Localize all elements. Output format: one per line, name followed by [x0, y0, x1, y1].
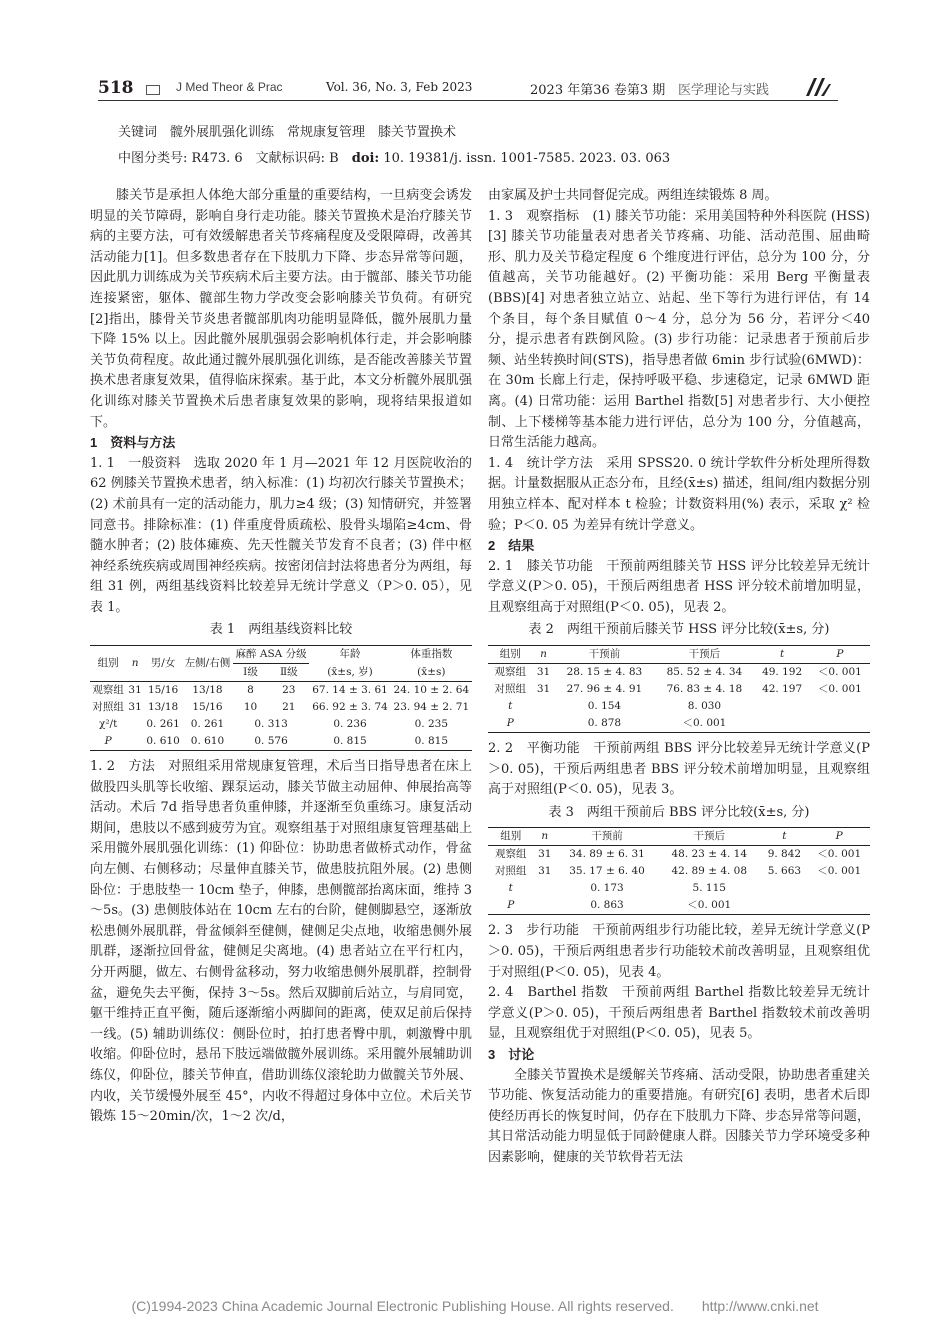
section-heading-methods: 1 资料与方法: [90, 435, 176, 451]
t1-h-sex: 男/女: [144, 646, 182, 682]
column-header: n: [533, 646, 555, 664]
t1-h-side: 左侧/右侧: [182, 646, 233, 682]
table-row: [488, 681, 870, 698]
cell: χ²/t: [98, 718, 118, 731]
table-row: [90, 699, 472, 716]
cell: [760, 897, 808, 915]
cell: 76. 83 ± 4. 18: [666, 683, 743, 696]
t1-h-asa: 麻醉 ASA 分级: [233, 646, 310, 664]
t1-h-asa1: Ⅰ级: [233, 664, 268, 682]
barthel-paragraph: 2. 4 Barthel 指数 干预前两组 Barthel 指数比较差异无统计学意义(P＞0. 05)，干预后两组患者 Barthel 指数较术前改善明显，且观察组优于对照组(P＜0. 05)，见表 5。: [488, 985, 870, 1042]
cell: 31: [536, 666, 551, 679]
cell: 观察组: [92, 684, 124, 697]
cell: 15/16: [147, 684, 179, 697]
cell: 8: [247, 684, 254, 697]
balance-paragraph: 2. 2 平衡功能 干预前两组 BBS 评分比较差异无统计学意义(P＞0. 05)，干预后两组患者 BBS 评分较术前增加明显，且观察组高于对照组(P＜0. 05)，见表 3。: [488, 741, 870, 798]
copyright-footer: (C)1994-2023 China Academic Journal Electronic Publishing House. All rights reserved. http://www.cnki.net: [131, 1298, 819, 1314]
cell: t: [508, 882, 513, 895]
right-column: [488, 186, 870, 1169]
cell: 0. 236: [333, 718, 367, 731]
cell: P: [90, 733, 126, 751]
cell: 0. 815: [309, 733, 390, 751]
page-number: 518: [98, 78, 134, 98]
t1-h-bmi: 体重指数: [391, 646, 472, 664]
general-data-paragraph: 1. 1 一般资料 选取 2020 年 1 月—2021 年 12 月医院收治的 62 例膝关节置换术患者，纳入标准：(1) 均初次行膝关节置换术；(2) 术前具有一定的活动能力，肌力≥4 级；(3) 知情研究，并签署同意书。排除标准：(1) 伴重度骨质疏松、股骨头塌陷≥4cm、骨髓水肿者；(2) 肢体瘫痪、先天性髋关节发育不良者；(3) 伴中枢神经系统疾病或周围神经疾病。按密闭信封法将患者分为两组，每组 31 例，两组基线资料比较差异无统计学意义（P＞0. 05），见表 1。: [90, 455, 472, 615]
running-header: [98, 76, 838, 102]
cell: 0. 863: [556, 897, 658, 915]
cell: [808, 880, 870, 897]
table3-caption: 表 3 两组干预前后 BBS 评分比较(x̄±s, 分): [548, 804, 810, 820]
table-row: [488, 880, 870, 897]
cell: 0. 154: [587, 700, 622, 713]
continued-paragraph: 由家属及护士共同督促完成。两组连续锻炼 8 周。: [488, 188, 778, 203]
cell: 48. 23 ± 4. 14: [671, 848, 748, 861]
journal-name-en: J Med Theor & Prac: [176, 80, 283, 94]
cell: [810, 715, 870, 733]
cell: 0. 173: [590, 882, 624, 895]
cell: 观察组: [495, 848, 527, 861]
column-header: 干预后: [658, 828, 760, 846]
cell: 28. 15 ± 4. 83: [566, 666, 643, 679]
column-header: 组别: [488, 646, 533, 664]
cell: 对照组: [92, 701, 124, 714]
column-header: P: [808, 828, 870, 846]
cell: 15/16: [192, 701, 223, 714]
cell: 对照组: [495, 865, 527, 878]
table-row: [90, 733, 472, 751]
cell: 31: [538, 865, 552, 878]
cell: 66. 92 ± 3. 74: [312, 701, 388, 714]
cell: 9. 842: [767, 848, 802, 861]
t1-h-n: n: [126, 646, 144, 682]
cell: [754, 698, 809, 715]
cell: [126, 716, 144, 733]
cell: 42. 197: [762, 683, 803, 696]
cell: 10: [243, 701, 258, 714]
cell: ＜0. 001: [817, 865, 862, 878]
header-box-mark: [146, 85, 160, 95]
cell: [533, 715, 555, 733]
cell: ＜0. 001: [817, 683, 862, 696]
cell: 0. 313: [254, 718, 288, 731]
t1-h-age-unit: (x̄±s, 岁): [309, 664, 390, 682]
cell: 对照组: [494, 683, 527, 696]
table-row: [488, 715, 870, 733]
issue-info-cn: 2023 年第36 卷第3 期: [530, 83, 666, 98]
column-header: P: [810, 646, 870, 664]
cell: 0. 261: [146, 718, 180, 731]
cell: 31: [536, 683, 551, 696]
cell: [533, 698, 555, 715]
cell: 67. 14 ± 3. 61: [312, 684, 388, 697]
table-row: [90, 716, 472, 733]
cell: 23: [282, 684, 296, 697]
cell: 5. 663: [767, 865, 802, 878]
intro-paragraph: 膝关节是承担人体绝大部分重量的重要结构，一旦病变会诱发明显的关节障碍，影响自身行走功能。膝关节置换术是治疗膝关节病的主要方法，可有效缓解患者关节疼痛程度及受限障碍，改善其活动能力[1]。但多数患者存在下肢肌力下降、步态异常等问题，因此肌力训练成为关节疾病术后主要方法。由于髋部、膝关节功能连接紧密，躯体、髋部生物力学改变会影响膝关节负荷。有研究[2]指出，膝骨关节炎患者髋部肌肉功能明显降低，髋外展肌力量下降 15% 以上。因此髋外展肌强弱会影响机体行走，并会影响膝关节负荷程度。故此通过髋外展肌强化训练，是否能改善膝关节置换术患者康复效果，值得临床探索。基于此，本文分析髋外展肌强化训练对膝关节置换术后患者康复效果的影响，现将结果报道如下。: [90, 188, 472, 430]
cell: 23. 94 ± 2. 71: [393, 701, 470, 714]
cell: 0. 815: [391, 733, 472, 751]
classification-line: [118, 147, 670, 166]
keywords: 髋外展肌强化训练 常规康复管理 膝关节置换术: [170, 125, 457, 140]
cell: 24. 10 ± 2. 64: [393, 684, 470, 697]
cell: 观察组: [494, 666, 527, 679]
cell: 8. 030: [687, 700, 722, 713]
t1-h-asa2: Ⅱ级: [268, 664, 309, 682]
table-row: [488, 698, 870, 715]
column-header: 干预前: [554, 646, 654, 664]
table-row: [488, 664, 870, 682]
indicators-paragraph: 1. 3 观察指标 (1) 膝关节功能：采用美国特种外科医院 (HSS)[3] 膝关节功能量表对患者关节疼痛、功能、活动范围、屈曲畸形、肌力及关节稳定程度 6 个维度进行评估，总分为 100 分，分值越高，关节功能越好。(2) 平衡功能：采用 Berg 平衡量表(BBS)[4] 对患者独立站立、站起、坐下等行为进行评估，有 14 个条目，每个条目赋值 0～4 分，总分为 56 分，若评分＜40 分，提示患者有跌倒风险。(3) 步行功能：记录患者于预前后步频、站坐转换时间(STS)，指导患者做 6min 步行试验(6MWD)：在 30m 长廊上行走，保持呼吸平稳、步速稳定，记录 6MWD 距离。(4) 日常功能：运用 Barthel 指数[5] 对患者步行、大小便控制、上下楼梯等基本能力进行评估，总分为 100 分，分值越高，日常生活能力越高。: [488, 208, 870, 451]
cell: P: [488, 897, 534, 915]
table1: [90, 645, 472, 751]
column-header: 干预前: [556, 828, 658, 846]
cell: 31: [128, 684, 142, 697]
cell: ＜0. 001: [817, 848, 862, 861]
cell: 31: [128, 701, 142, 714]
volume-info: Vol. 36, No. 3, Feb 2023: [326, 80, 473, 94]
cell: 0. 610: [144, 733, 182, 751]
table-row: [488, 846, 870, 864]
table1-caption: 表 1 两组基线资料比较: [209, 622, 353, 638]
walking-paragraph: 2. 3 步行功能 干预前两组步行功能比较，差异无统计学意义(P＞0. 05)，干预后两组患者步行功能较术前改善明显，且观察组优于对照组(P＜0. 05)，见表 4。: [488, 923, 870, 980]
cell: 5. 115: [692, 882, 726, 895]
t1-h-bmi-unit: (x̄±s): [391, 664, 472, 682]
journal-name-cn: 医学理论与实践: [678, 83, 770, 98]
clc-info: 中图分类号: R473. 6 文献标识码: B: [118, 151, 339, 166]
cell: ＜0. 001: [817, 666, 862, 679]
section-heading-results: 2 结果: [488, 538, 535, 554]
cell: 0. 878: [554, 715, 654, 733]
cell: 0. 261: [190, 718, 225, 731]
table2-caption: 表 2 两组干预前后膝关节 HSS 评分比较(x̄±s, 分): [528, 622, 830, 638]
doi-label: doi:: [351, 151, 380, 166]
cell: ＜0. 001: [654, 715, 754, 733]
cell: 13/18: [147, 701, 179, 714]
cell: 0. 235: [414, 718, 449, 731]
cell: 0. 576: [233, 733, 310, 751]
column-header: 组别: [488, 828, 534, 846]
table-row: [488, 897, 870, 915]
t1-h-group: 组别: [90, 646, 126, 682]
cell: [810, 698, 870, 715]
table-row: [90, 682, 472, 700]
keywords-label: 关键词: [118, 125, 158, 140]
cell: P: [488, 715, 533, 733]
table3: [488, 827, 870, 915]
knee-function-paragraph: 2. 1 膝关节功能 干预前两组膝关节 HSS 评分比较差异无统计学意义(P＞0. 05)，干预后两组患者 HSS 评分较术前增加明显，且观察组高于对照组(P＜0. 05)，见表 2。: [488, 558, 870, 615]
table-row: [488, 863, 870, 880]
t1-h-age: 年龄: [309, 646, 390, 664]
column-header: 干预后: [654, 646, 754, 664]
table2: [488, 645, 870, 733]
cell: [534, 897, 556, 915]
section-heading-discussion: 3 讨论: [488, 1047, 535, 1062]
left-column: [90, 186, 472, 1128]
method-paragraph: 1. 2 方法 对照组采用常规康复管理，术后当日指导患者在床上做股四头肌等长收缩、踝泵运动，膝关节做主动屈伸、伸展抬高等活动。术后 7d 指导患者负重伸膝，并逐渐至负重练习。康复活动期间，患肢以不感到疲劳为宜。观察组基于对照组康复管理基础上采用髋外展肌强化训练：(1) 仰卧位：协助患者做桥式动作，骨盆向左侧、右侧移动；尽量伸直膝关节，做患肢抗阻外展。(2) 患侧卧位：于患肢垫一 10cm 垫子，伸膝，患侧髋部抬离床面，维持 3～5s。(3) 患侧肢体站在 10cm 左右的台阶，健侧脚悬空，逐渐放松患侧外展肌群，骨盆倾斜至健侧，健侧足尖点地，收缩患侧外展肌群，逐渐拉回骨盆，健侧足尖离地。(4) 患者站立在平行杠内，分开两腿，做左、右侧骨盆移动，努力收缩患侧外展肌群，控制骨盆，避免失去平衡，保持 3～5s。然后双脚前后站立，与肩同宽，躯干维持正直平衡，随后逐渐缩小两脚间的距离，使双足前后保持一线。(5) 辅助训练仪：侧卧位时，拍打患者臀中肌，刺激臀中肌收缩。仰卧位时，悬吊下肢远端做髋外展训练。采用髋外展辅助训练仪，仰卧位，膝关节伸直，借助训练仪滚轮助力做髋关节外展、内收，关节缓慢外展至 45°，内收不得超过身体中立位。术后关节锻炼 15～20min/次，1～2 次/d，: [90, 759, 472, 1125]
cell: 21: [282, 701, 296, 714]
column-header: t: [754, 646, 809, 664]
cell: [808, 897, 870, 915]
cell: 0. 610: [182, 733, 233, 751]
cell: 35. 17 ± 6. 40: [569, 865, 645, 878]
column-header: t: [760, 828, 808, 846]
journal-logo-icon: [804, 76, 832, 98]
cell: [754, 715, 809, 733]
cell: 13/18: [192, 684, 223, 697]
keywords-line: [118, 121, 456, 140]
cell: [760, 880, 808, 897]
header-rule: [98, 100, 838, 101]
cell: 31: [538, 848, 552, 861]
cell: 27. 96 ± 4. 91: [566, 683, 643, 696]
cell: t: [508, 700, 513, 713]
cell: 34. 89 ± 6. 31: [569, 848, 645, 861]
column-header: n: [534, 828, 556, 846]
cell: 42. 89 ± 4. 08: [671, 865, 748, 878]
cell: 85. 52 ± 4. 34: [666, 666, 743, 679]
cell: 49. 192: [762, 666, 803, 679]
cell: [534, 880, 556, 897]
cell: [126, 733, 144, 751]
discussion-paragraph: 全膝关节置换术是缓解关节疼痛、活动受限，协助患者重建关节功能、恢复活动能力的重要措施。有研究[6] 表明，患者术后即使经历再长的恢复时间，仍存在下肢肌力下降、步态异常等问题，其日常活动能力明显低于同龄健康人群。因膝关节力学环境受多种因素影响，健康的关节软骨若无法: [488, 1067, 870, 1165]
doi: 10. 19381/j. issn. 1001-7585. 2023. 03. 063: [383, 151, 671, 166]
statistics-paragraph: 1. 4 统计学方法 采用 SPSS20. 0 统计学软件分析处理所得数据。计量数据服从正态分布，且经(x̄±s) 描述，组间/组内数据分别用独立样本、配对样本 t 检验；计数资料用(%) 表示，采取 χ² 检验；P＜0. 05 为差异有统计学意义。: [488, 455, 870, 533]
cell: ＜0. 001: [658, 897, 760, 915]
